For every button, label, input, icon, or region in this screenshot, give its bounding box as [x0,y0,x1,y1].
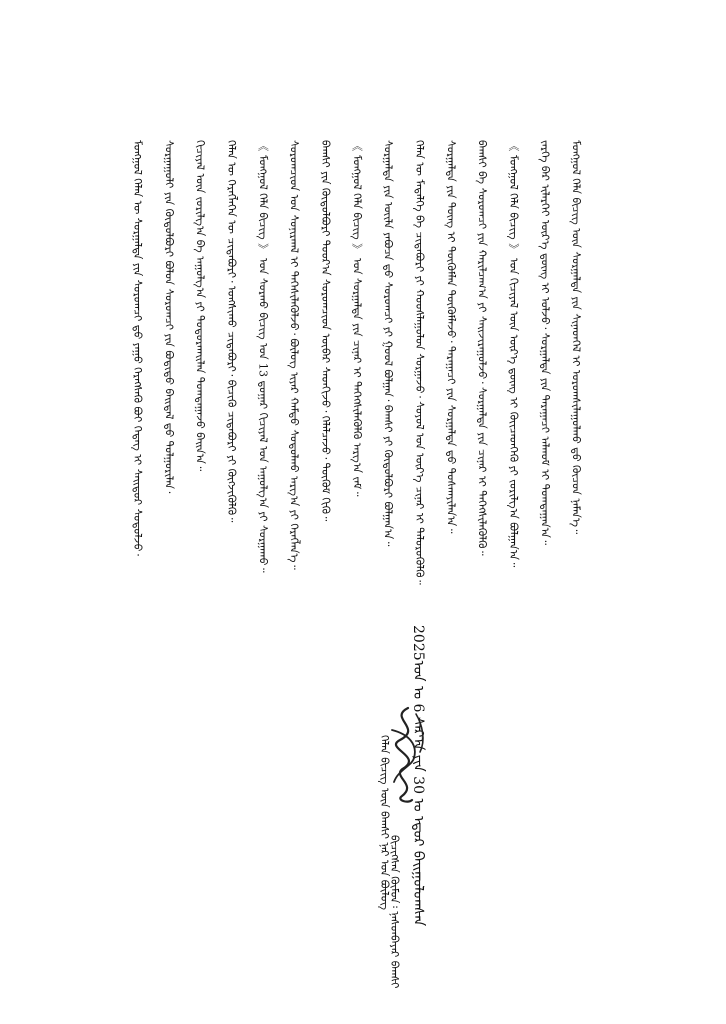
date-line: 2025ᠣᠨ ᠤ 6 ᠰᠠᠷ᠎ᠠ ᠶᠢᠨ 30 ᠤ ᠡᠳᠦᠷ ᠪᠠᠢᠭᠤᠯᠤᠭᠰᠠᠨ [410,625,426,927]
body-line: ᠰᠤᠷᠭᠠᠯᠲᠠ ᠶᠢᠨ ᠦᠢᠯᠡ ᠶᠠᠪᠤᠴᠠ ᠳ᠋ᠤ ᠰᠤᠷᠤᠭᠴᠢ ᠶᠢ ᠭᠣᠣᠯ ᠪᠣᠯᠭᠠᠨ᠂ ᠪᠠᠭᠰᠢ ᠶᠢ ᠬᠥᠲᠥᠯᠪᠦᠷᠢ ᠪᠣᠯᠭᠠᠨ᠎ᠠ᠃ [381,140,395,547]
body-line: ᠮᠣᠩᠭᠣᠯ ᠬᠡᠯᠡ ᠪᠢᠴᠢᠭ ᠦᠨ ᠰᠤᠷᠭᠠᠯᠲᠠ ᠶᠢᠨ ᠰᠢᠨᠡᠳᠬᠡᠯ ᠢ ᠤᠷᠤᠭᠰᠢᠯᠠᠭᠤᠯᠬᠤ ᠳ᠋ᠤ ᠬᠦᠴᠦᠨ ᠨᠡᠮᠡᠨ᠎ᠡ᠃ [569,140,583,535]
body-line: 《 ᠮᠣᠩᠭᠣᠯ ᠬᠡᠯᠡ ᠪᠢᠴᠢᠭ 》 ᠤᠨ ᠬᠢᠴᠢᠶᠡᠯ ᠦᠨ ᠦᠷ᠎ᠡ ᠳ᠋ᠦᠩ ᠢ ᠭᠦᠢᠴᠡᠳᠬᠡᠬᠦ ᠶᠢ ᠵᠣᠷᠢᠯᠭ᠎ᠠ ᠪᠣᠯᠭᠠᠨ᠎ᠠ᠃ [507,140,520,568]
body-line: ᠬᠢᠴᠢᠶᠡᠯ ᠦᠨ ᠵᠣᠷᠢᠯᠭ᠎ᠠ ᠪᠠ ᠠᠭᠤᠯᠭ᠎ᠠ ᠶᠢ ᠲᠣᠳᠤᠷᠬᠠᠢᠯᠠᠨ ᠲᠣᠭᠲᠠᠭᠠᠵᠤ ᠪᠠᠢᠨ᠎ᠠ᠃ [193,140,207,472]
body-line: ᠮᠣᠩᠭᠣᠯ ᠬᠡᠯᠡᠨ ᠦ ᠰᠤᠷᠭᠠᠯᠲᠠ ᠶᠢᠨ ᠰᠤᠷᠤᠭᠴᠢ ᠳ᠋ᠤ ᠶᠠᠭᠤ ᠬᠡᠷᠡᠭᠰᠡᠬᠦ ᠪᠤᠢ ᠭᠡᠳᠡᠭ ᠢ ᠰᠠᠢᠲᠤᠷ ᠰᠤᠳᠤᠯᠵᠤ᠂ [131,140,144,556]
body-line: ᠬᠡᠯᠡᠨ ᠦ ᠬᠡᠷᠡᠭᠯᠡᠭᠡᠨ ᠦ ᠴᠢᠳᠠᠪᠤᠷᠢ᠂ ᠤᠩᠰᠢᠬᠤ ᠴᠢᠳᠠᠪᠤᠷᠢ᠂ ᠪᠢᠴᠢᠬᠦ ᠴᠢᠳᠠᠪᠤᠷᠢ ᠶᠢ ᠬᠥᠭᠵᠢᠭᠦᠯᠬᠦ᠃ [225,140,238,523]
body-line: ᠵᠡᠷᠭᠡ ᠪᠡᠷ ᠢᠯᠡᠷᠬᠡᠢ ᠦᠷ᠎ᠡ ᠳ᠋ᠦᠩ ᠢ ᠣᠯᠵᠤ᠂ ᠰᠤᠷᠭᠠᠯᠲᠠ ᠶᠢᠨ ᠳᠠᠷᠠᠭᠠᠴᠢ ᠠᠯᠬᠤᠮ ᠢ ᠲᠣᠭᠲᠠᠭᠠᠨ᠎ᠠ᠃ [538,140,552,546]
document-body [130,140,600,870]
body-line: ᠪᠠᠭᠰᠢ ᠶᠢᠨ ᠬᠥᠲᠥᠯᠪᠦᠷᠢ ᠳᠣᠣᠷ᠎ᠠ ᠰᠤᠷᠤᠭᠴᠢᠳ ᠥᠪᠡᠷ ᠰᠡᠳᠬᠢᠵᠦ᠂ ᠬᠡᠯᠡᠯᠴᠡᠵᠦ᠂ ᠳᠦᠭᠦᠮ ᠬᠢᠬᠦ᠃ [319,140,332,522]
body-line: ᠰᠤᠷᠭᠠᠭᠤᠯᠢ ᠶᠢᠨ ᠬᠥᠲᠥᠯᠪᠦᠷᠢ ᠪᠣᠯᠤᠨ ᠰᠤᠷᠤᠭᠴᠢ ᠶᠢᠨ ᠪᠣᠳᠢᠲᠤ ᠪᠠᠢᠳᠠᠯ ᠳ᠋ᠤ ᠲᠤᠯᠭᠤᠷᠢᠯᠠᠨ᠂ [162,140,176,494]
body-line: 《 ᠮᠣᠩᠭᠣᠯ ᠬᠡᠯᠡ ᠪᠢᠴᠢᠭ 》 ᠤᠨ ᠰᠤᠷᠭᠠᠯᠲᠠ ᠶᠢᠨ ᠴᠢᠨᠠᠷ ᠢ ᠳᠡᠭᠡᠭᠰᠢᠯᠡᠭᠦᠯᠬᠦ ᠠᠷᠭ᠎ᠠ ᠵᠠᠮ᠃ [350,140,364,497]
handwritten-signature-icon [378,700,433,810]
body-line: ᠰᠤᠷᠭᠠᠯᠲᠠ ᠶᠢᠨ ᠳᠦᠩ ᠢ ᠳᠦᠭᠦᠮᠯᠡᠨ ᠳᠦᠭᠦᠮᠯᠡᠵᠦ᠂ ᠳᠠᠷᠠᠭᠠᠴᠢ ᠶᠢᠨ ᠰᠤᠷᠭᠠᠯᠲᠠ ᠳ᠋ᠤ ᠲᠤᠰᠬᠠᠶᠢᠯᠠᠨ᠎ᠠ᠃ [444,140,458,534]
signer-line: ᠪᠢᠴᠢᠭᠰᠡᠨ ᠬᠦᠮᠦᠨ᠄ ᠨᠠᠰᠤᠨᠪᠠᠶᠠᠷ ᠪᠠᠭᠰᠢ [388,835,401,989]
body-line: ᠪᠠᠭᠰᠢ ᠪᠠ ᠰᠤᠷᠤᠭᠴᠢ ᠶᠢᠨ ᠬᠠᠷᠢᠯᠴᠠᠭ᠎ᠠ ᠶᠢ ᠰᠠᠢᠵᠢᠷᠠᠭᠤᠯᠵᠤ᠂ ᠰᠤᠷᠭᠠᠯᠲᠠ ᠶᠢᠨ ᠴᠢᠨᠠᠷ ᠢ ᠳᠡᠭᠡᠭᠰᠢᠯᠡᠭᠦᠯᠬᠦ᠃ [475,140,489,556]
org-line: ᠬᠡᠯᠡᠨ ᠪᠢᠴᠢᠭ ᠦᠨ ᠪᠠᠭᠰᠢ ᠨᠠᠷ ᠤᠨ ᠪᠦᠯᠦᠭ [378,735,391,911]
body-line: ᠬᠡᠯᠡᠨ ᠦ ᠮᠡᠳᠡᠯᠭᠡ ᠪᠠ ᠴᠢᠳᠠᠪᠤᠷᠢ ᠶᠢ ᠬᠣᠣᠰᠯᠠᠭᠤᠯᠤᠨ ᠰᠤᠷᠭᠠᠵᠤ᠂ ᠰᠤᠶᠤᠯ ᠤᠨ ᠦᠷ᠎ᠡ ᠴᠢᠨᠠᠷ ᠢ ᠲᠡᠯᠦᠷᠦᠭᠦᠯᠬᠦ᠃ [413,140,426,585]
body-line: ᠰᠤᠷᠤᠭᠴᠢᠳ ᠤᠨ ᠰᠣᠨᠢᠷᠬᠠᠯ ᠢ ᠳᠡᠭᠡᠰᠢᠯᠡᠭᠦᠯᠵᠦ᠂ ᠪᠦᠯᠦᠭ ᠢᠶᠡᠷ ᠬᠠᠮᠲᠤ ᠰᠤᠳᠤᠯᠬᠤ ᠠᠷᠭ᠎ᠠ ᠶᠢ ᠬᠡᠷᠡᠭᠯᠡᠨ᠎ᠡ᠃ [287,140,301,570]
body-line: 《 ᠮᠣᠩᠭᠣᠯ ᠬᠡᠯᠡ ᠪᠢᠴᠢᠭ 》 ᠤᠨ ᠰᠤᠷᠬᠤ ᠪᠢᠴᠢᠭ ᠤᠨ 13 ᠳ᠋ᠤᠭᠠᠷ ᠬᠢᠴᠢᠶᠡᠯ ᠤᠨ ᠠᠭᠤᠯᠭ᠎ᠠ ᠶᠢ ᠰᠤᠷᠭᠠᠬᠤ᠃ [256,140,270,573]
